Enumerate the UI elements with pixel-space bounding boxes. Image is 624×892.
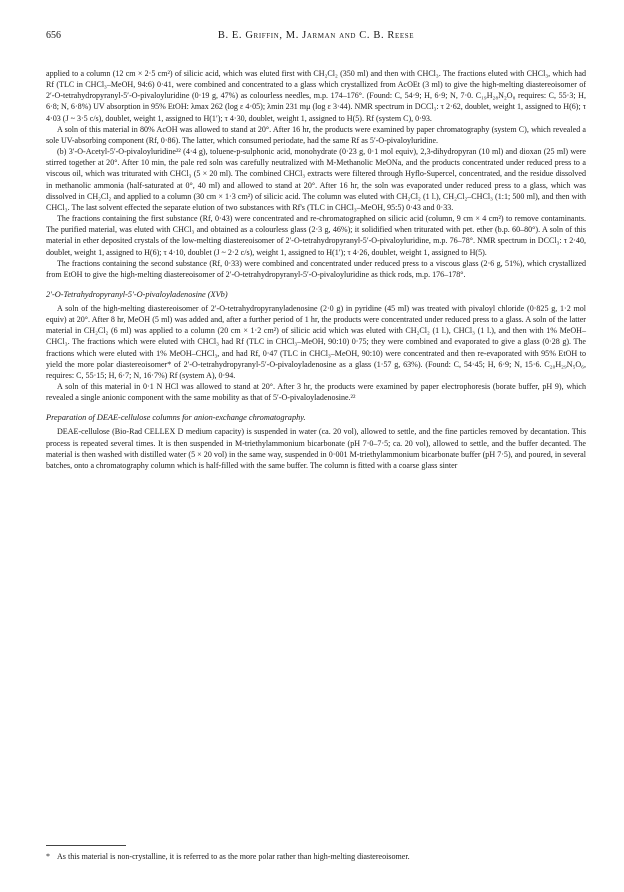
- paragraph: A soln of this material in 80% AcOH was allowed to stand at 20°. After 16 hr, the products were examined by paper chromatography (system C), which revealed a sole UV-absorbing component (Rf, 0·86). The latter, which consumed periodate, had the same Rf as 5′-O-pivaloyluridine.: [46, 124, 586, 145]
- paragraph: applied to a column (12 cm × 2·5 cm²) of silicic acid, which was eluted first with CH₂Cl₂ (350 ml) and then with CHCl₃. The fractions eluted with CHCl₃, which had Rf (TLC in CHCl₃–MeOH, 94:6) 0·41, were combined and concentrated to a glass which crystallized from AcOEt (3 ml) to give the high-melting diastereoisomer of 2′-O-tetrahydropyranyl-5′-O-pivaloyluridine (0·19 g, 47%) as colourless needles, m.p. 174–176°. (Found: C, 54·9; H, 6·9; N, 7·0. C₁₉H₂₈N₂O₈ requires: C, 55·3; H, 6·8; N, 6·8%) UV absorption in 95% EtOH: λmax 262 (log ε 4·05); λmin 231 mμ (log ε 3·44). NMR spectrum in DCCl₃: τ 2·62, doublet, weight 1, assigned to H(6); τ 4·03 (J ~ 3·5 c/s), doublet, weight 1, assigned to H(1′); τ 4·30, doublet, weight 1, assigned to H(5). Rf (system C), 0·93.: [46, 69, 586, 123]
- paragraph: The fractions containing the second substance (Rf, 0·33) were combined and concentrated under reduced press to a viscous glass (2·6 g, 51%), which crystallized from EtOH to give the high-melting diastereoisomer of 2′-O-tetrahydropyranyl-5′-O-pivaloyluridine as thick rods, m.p. 176–178°.: [46, 258, 586, 279]
- paragraph: The fractions containing the first substance (Rf, 0·43) were concentrated and re-chromatographed on silicic acid (column, 9 cm × 4 cm²) to remove contaminants. The purified material, was eluted with CHCl₃ and obtained as a colourless glass (2·3 g, 46%); it solidified when triturated with pet. ether (b.p. 60–80°). A soln of this material in ether deposited crystals of the low-melting diastereoisomer of 2′-O-tetrahydropyranyl-5′-O-pivaloyluridine, m.p. 76–78°. NMR spectrum in DCCl₃: τ 2·40, doublet, weight 1, assigned to H(6); τ 4·10, doublet (J ~ 2·2 c/s), weight 1, assigned to H(1′); τ 4·26, doublet, weight 1, assigned to H(5).: [46, 214, 586, 257]
- paragraph: A soln of this material in 0·1 N HCl was allowed to stand at 20°. After 3 hr, the products were examined by paper electrophoresis (borate buffer, pH 9), which revealed a single anionic component with the same mobility as that of 5′-O-pivaloyladenosine.²²: [46, 382, 586, 403]
- running-head-authors: B. E. Griffin, M. Jarman and C. B. Reese: [217, 30, 415, 41]
- paragraph: (b) 3′-O-Acetyl-5′-O-pivaloyluridine²² (4·4 g), toluene-p-sulphonic acid, monohydrate (0·23 g, 0·1 mol equiv), 2,3-dihydropyran (10 ml) and dioxan (25 ml) were stirred together at 20°. After 10 min, the pale red soln was carefully neutralized with M-Methanolic MeONa, and the products concentrated under reduced press to a viscous oil, which was triturated with CHCl₃ (5 × 20 ml). The combined CHCl₃ extracts were filtered through Hyflo-Supercel, concentrated, and the residue dissolved in methanolic ammonia (half-saturated at 0°, 40 ml) and allowed to stand at 20°. After 16 hr, the soln was evaporated under reduced press to a glass, which was dissolved in CH₂Cl₂ and applied to a column (30 cm × 1·3 cm²) of silicic acid. The column was eluted with CH₂Cl₂ (1 l.), CH₂Cl₂–CHCl₃ (1:1; 500 ml), and then with CHCl₃. The last solvent effected the separate elution of two substances with Rf's (TLC in CHCl₃–MeOH, 95:5) 0·43 and 0·33.: [46, 147, 586, 212]
- footnote: [46, 851, 586, 862]
- footnote-text: As this material is non-crystalline, it is referred to as the more polar rather than high-melting diastereoisomer.: [57, 852, 410, 861]
- article-body: [46, 68, 586, 471]
- compound-heading: 2′-O-Tetrahydropyranyl-5′-O-pivaloyladenosine (XVb): [46, 289, 228, 299]
- paragraph: A soln of the high-melting diastereoisomer of 2′-O-tetrahydropyranyladenosine (2·0 g) in pyridine (45 ml) was treated with pivaloyl chloride (0·825 g, 1·2 mol equiv) at 20°. After 8 hr, MeOH (5 ml) was added and, after a further period of 1 hr, the products were concentrated under reduced press to a glass. A soln of the latter material in CH₂Cl₂ (6 ml) was applied to a column (20 cm × 1·2 cm²) of silicic acid which was eluted with CH₂Cl₂ (1 l.), CHCl₃ (1 l.), and then with 1% MeOH–CHCl₃. The fractions which were eluted with CHCl₃ had Rf (TLC in CHCl₃–MeOH, 90:10) 0·75; they were combined and evaporated to give a glass (0·28 g). The fractions which were eluted with 1% MeOH–CHCl₃, and had Rf, 0·47 (TLC in CHCl₃–MeOH, 90:10) were concentrated and then re-evaporated with 95% EtOH to yield the more polar diastereoisomer* of 2′-O-tetrahydropyranyl-5′-O-pivaloyladenosine as a glass (1·57 g, 63%). (Found: C, 54·45; H, 6·9; N, 15·6. C₂₀H₂₉N₅O₆, requires: C, 55·15; H, 6·7; N, 16·7%) Rf (system A), 0·94.: [46, 303, 586, 380]
- footnote-rule: [46, 845, 126, 846]
- page-number: 656: [46, 30, 61, 41]
- running-head: [46, 30, 586, 46]
- footnote-mark: *: [46, 852, 51, 861]
- section-heading: Preparation of DEAE-cellulose columns for anion-exchange chromatography.: [46, 413, 306, 423]
- page: [46, 30, 586, 471]
- paragraph: DEAE-cellulose (Bio-Rad CELLEX D medium capacity) is suspended in water (ca. 20 vol), allowed to settle, and the fine particles removed by decantation. This process is repeated several times. It is then suspended in M-triethylammonium bicarbonate (pH 7·0–7·5; ca. 20 vol), allowed to settle, and the buffer decanted. The material is then washed with distilled water (5 × 20 vol) in the same way, suspended in 0·001 M-triethylammonium bicarbonate buffer (pH 7·5), and poured, in several batches, onto a chromatography column which is half-filled with the same buffer. The column is fitted with a coarse glass sinter: [46, 427, 586, 470]
